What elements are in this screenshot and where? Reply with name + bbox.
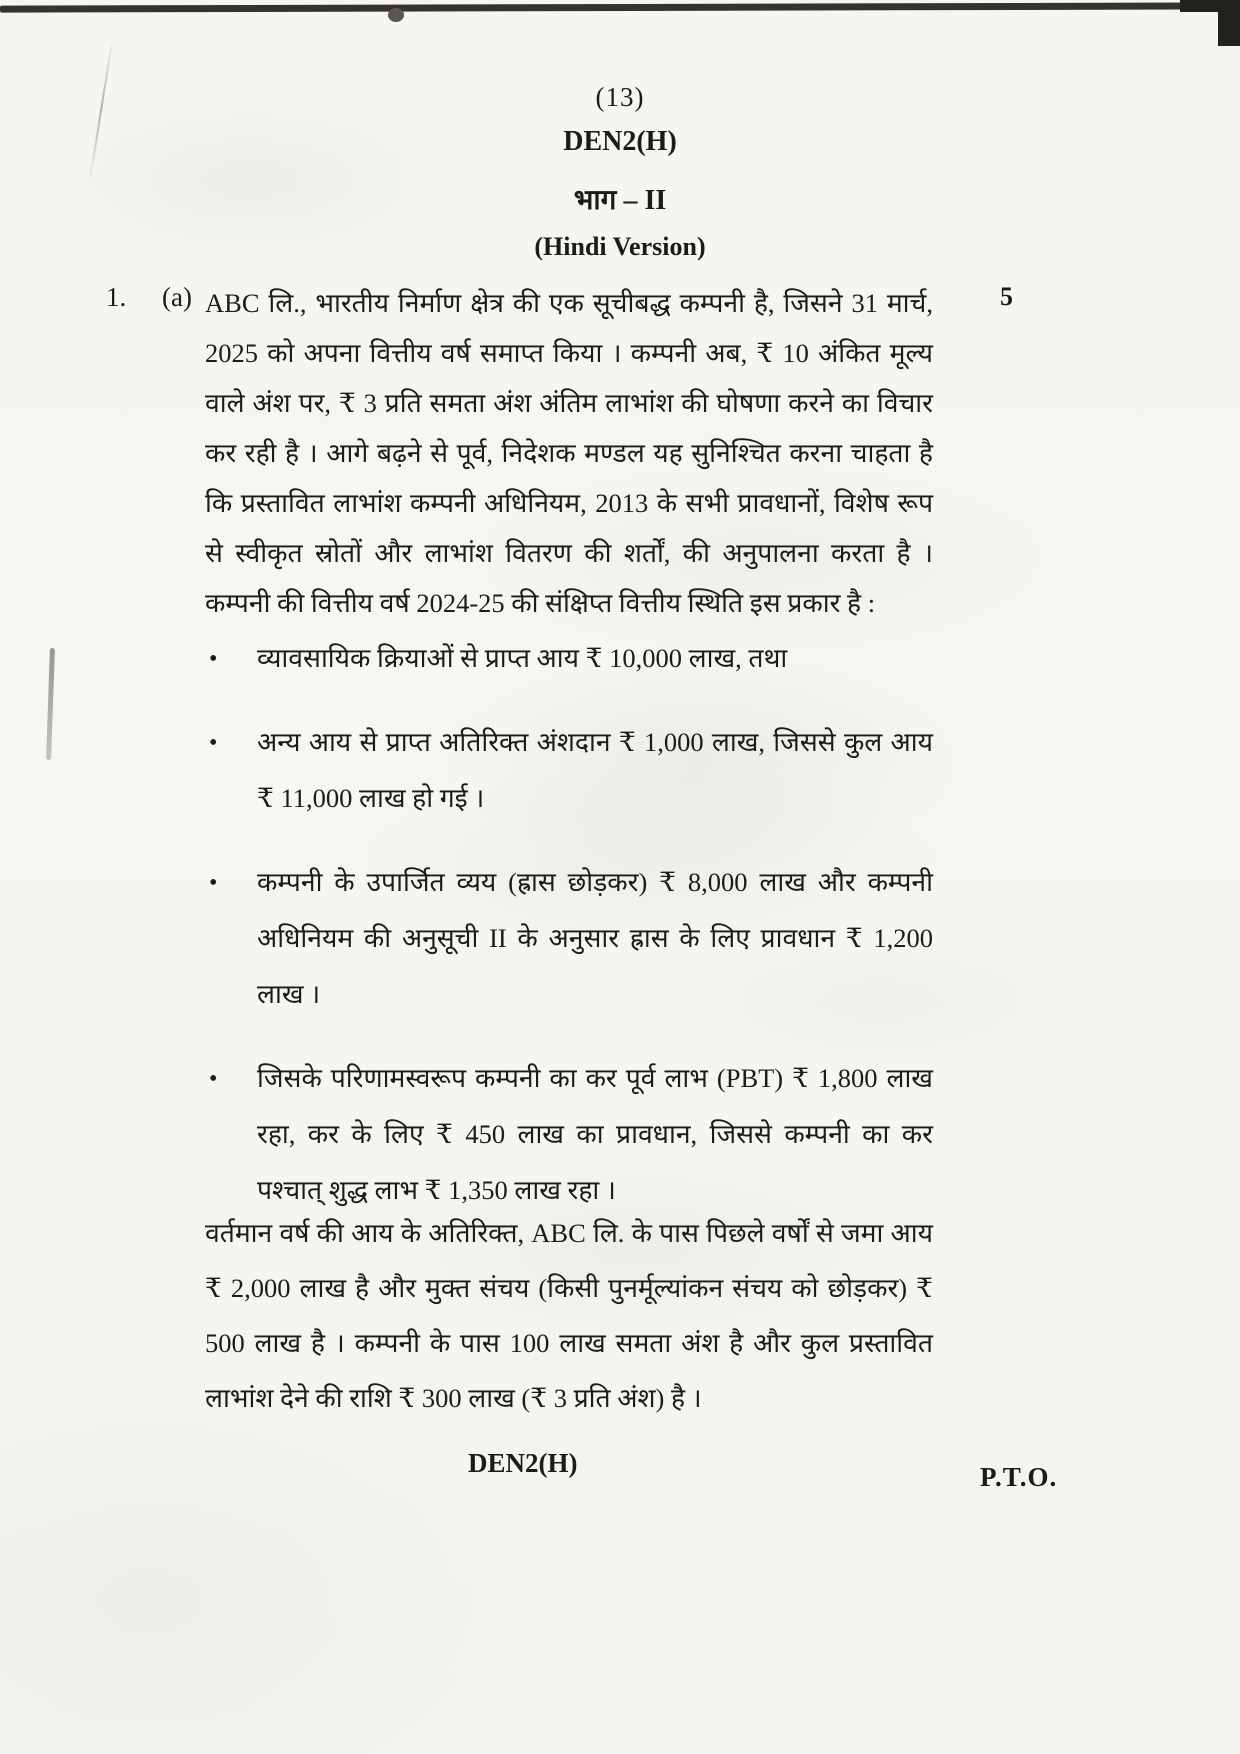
marks-badge: 5	[1000, 282, 1013, 311]
page-number: (13)	[595, 82, 645, 112]
scan-top-edge-artifact	[0, 2, 1240, 12]
question-closing-paragraph: वर्तमान वर्ष की आय के अतिरिक्त, ABC लि. के पास पिछले वर्षों से जमा आय ₹ 2,000 लाख है और मुक्त संचय (किसी पुनर्मूल्यांकन संचय को छोड़कर) ₹ 500 लाख है । कम्पनी के पास 100 लाख समता अंश है और कुल प्रस्तावित लाभांश देने की राशि ₹ 300 लाख (₹ 3 प्रति अंश) है ।	[205, 1218, 933, 1413]
bullet-text: अन्य आय से प्राप्त अतिरिक्त अंशदान ₹ 1,000 लाख, जिससे कुल आय ₹ 11,000 लाख हो गई ।	[257, 727, 933, 813]
version-label: (Hindi Version)	[534, 232, 706, 261]
question-intro-paragraph: ABC लि., भारतीय निर्माण क्षेत्र की एक सूचीबद्ध कम्पनी है, जिसने 31 मार्च, 2025 को अपना वित्तीय वर्ष समाप्त किया । कम्पनी अब, ₹ 10 अंकित मूल्य वाले अंश पर, ₹ 3 प्रति समता अंश अंतिम लाभांश की घोषणा करने का विचार कर रही है । आगे बढ़ने से पूर्व, निदेशक मण्डल यह सुनिश्चित करना चाहता है कि प्रस्तावित लाभांश कम्पनी अधिनियम, 2013 के सभी प्रावधानों, विशेष रूप से स्वीकृत स्रोतों और लाभांश वितरण की शर्तों, की अनुपालना करता है । कम्पनी की वित्तीय वर्ष 2024-25 की संक्षिप्त वित्तीय स्थिति इस प्रकार है :	[205, 288, 933, 618]
scan-blob-artifact	[388, 8, 404, 22]
scan-corner-artifact	[1218, 0, 1240, 46]
question-part-label: (a)	[162, 282, 192, 312]
bullet-item-expenses	[205, 854, 933, 1022]
bullet-icon: •	[209, 646, 218, 672]
bullet-icon: •	[209, 870, 218, 896]
footer-paper-code: DEN2(H)	[468, 1448, 578, 1478]
bullet-item-pbt	[205, 1050, 933, 1218]
margin-pen-mark	[46, 648, 55, 760]
question-number: 1.	[106, 282, 127, 312]
question-bullet-list	[205, 630, 933, 1246]
bullet-text: जिसके परिणामस्वरूप कम्पनी का कर पूर्व लाभ (PBT) ₹ 1,800 लाख रहा, कर के लिए ₹ 450 लाख का प्रावधान, जिससे कम्पनी का कर पश्चात् शुद्ध लाभ ₹ 1,350 लाख रहा ।	[257, 1063, 933, 1205]
bullet-text: कम्पनी के उपार्जित व्यय (ह्रास छोड़कर) ₹ 8,000 लाख और कम्पनी अधिनियम की अनुसूची II के अनुसार ह्रास के लिए प्रावधान ₹ 1,200 लाख ।	[257, 867, 933, 1009]
footer-pto-label: P.T.O.	[980, 1462, 1058, 1492]
bullet-icon: •	[209, 730, 218, 756]
bullet-item-income	[205, 630, 933, 686]
bullet-text: व्यावसायिक क्रियाओं से प्राप्त आय ₹ 10,000 लाख, तथा	[257, 643, 788, 673]
paper-code: DEN2(H)	[563, 126, 677, 157]
section-title: भाग – II	[573, 185, 667, 216]
bullet-item-other-income	[205, 714, 933, 826]
bullet-icon: •	[209, 1066, 218, 1092]
